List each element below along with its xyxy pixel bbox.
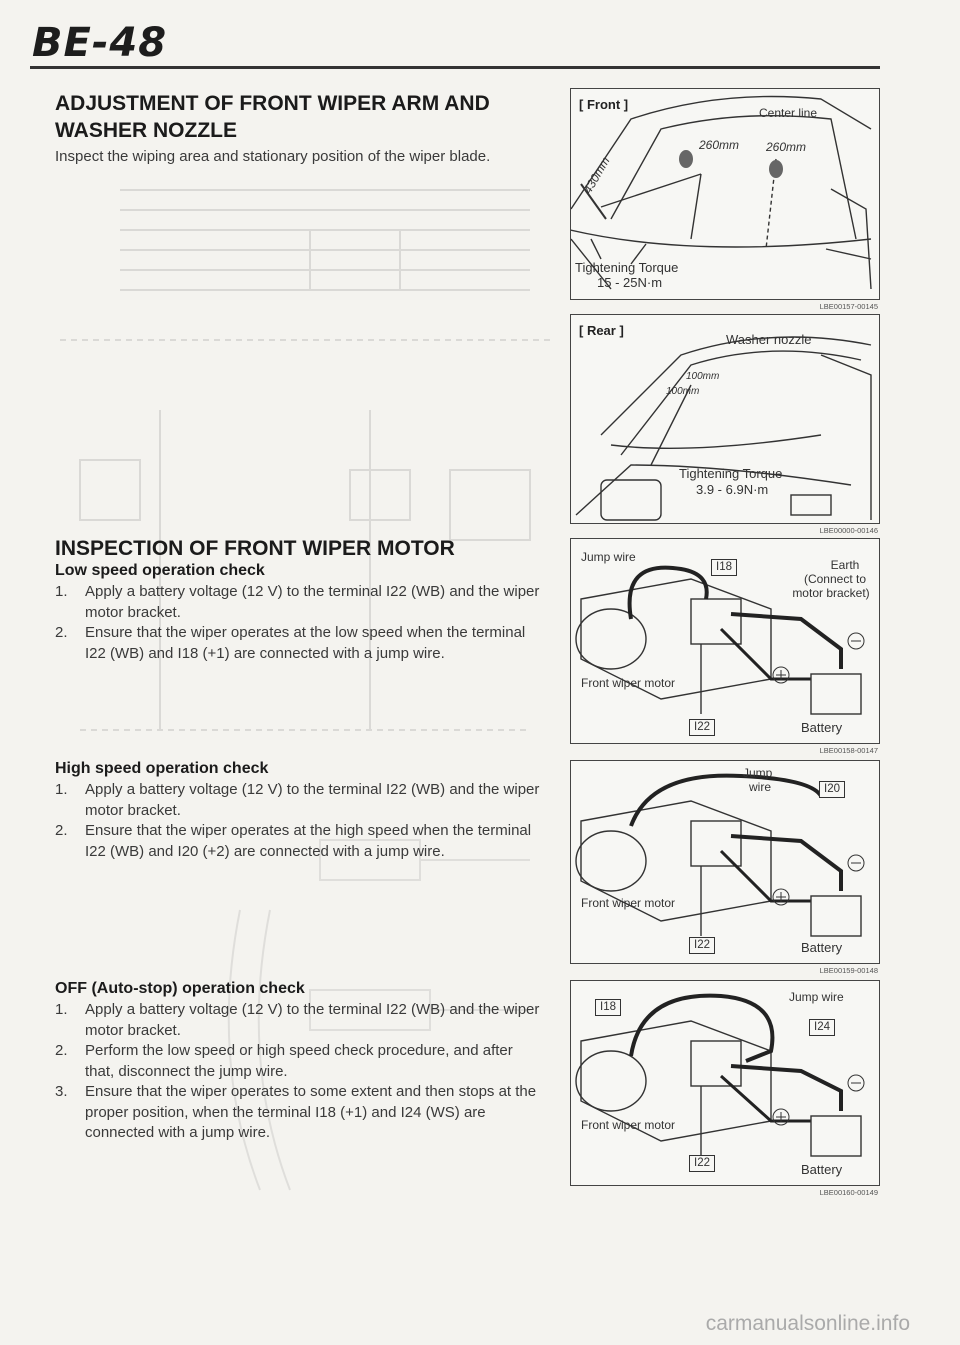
terminal-label: I22 — [689, 719, 715, 736]
terminal-label: I22 — [689, 1155, 715, 1172]
high-speed-block — [55, 760, 545, 862]
off-check-figure — [570, 980, 880, 1186]
off-check-steps — [55, 1000, 545, 1144]
watermark: carmanualsonline.info — [705, 1312, 910, 1335]
torque-value: 3.9 - 6.9N·m — [696, 482, 769, 497]
low-speed-steps — [55, 582, 545, 664]
figure-title: [ Rear ] — [579, 323, 624, 338]
dimension-label: 260mm — [766, 140, 807, 154]
earth-label: motor bracket) — [792, 586, 870, 600]
motor-label: Front wiper motor — [581, 896, 676, 910]
dimension-label: 100mm — [666, 386, 700, 397]
low-speed-heading: Low speed operation check — [55, 562, 265, 579]
jump-wire-label: Jump wire — [581, 550, 636, 564]
high-speed-figure — [570, 760, 880, 964]
list-item: 1. Apply a battery voltage (12 V) to the terminal I22 (WB) and the wiper motor bracket. — [55, 1001, 540, 1039]
terminal-label: I18 — [595, 999, 621, 1016]
section-inspection — [55, 535, 545, 664]
list-item: 1. Apply a battery voltage (12 V) to the terminal I22 (WB) and the wiper motor bracket. — [55, 583, 540, 621]
earth-label: Earth — [830, 558, 860, 572]
figure-id: LBE00159-00148 — [819, 966, 878, 975]
off-check-block — [55, 980, 545, 1144]
header-rule — [30, 66, 880, 69]
low-speed-figure — [570, 538, 880, 744]
page-number: BE-48 — [32, 20, 168, 66]
rear-wiper-figure — [570, 314, 880, 524]
motor-label: Front wiper motor — [581, 1118, 676, 1132]
dimension-label: 100mm — [686, 371, 720, 382]
list-item: 3. Ensure that the wiper operates to some extent and then stops at the proper position, when the terminal I18 (+1) and I24 (WS) are connected with a jump wire. — [55, 1083, 537, 1141]
off-check-heading: OFF (Auto-stop) operation check — [55, 980, 305, 997]
jump-wire-label: Jump wire — [789, 990, 844, 1004]
section-adjustment — [55, 90, 545, 167]
list-item: 1. Apply a battery voltage (12 V) to the terminal I22 (WB) and the wiper motor bracket. — [55, 781, 540, 819]
battery-label: Battery — [801, 940, 843, 955]
terminal-label: I22 — [689, 937, 715, 954]
motor-label: Front wiper motor — [581, 676, 676, 690]
figure-id: LBE00158-00147 — [819, 746, 878, 755]
earth-label: (Connect to — [803, 572, 867, 586]
dimension-label: 430mm — [580, 154, 613, 197]
figure-id: LBE00160-00149 — [819, 1188, 878, 1197]
center-line-label: Center line — [759, 106, 818, 120]
section-title: ADJUSTMENT OF FRONT WIPER ARM AND — [55, 92, 490, 115]
section-body: Inspect the wiping area and stationary position of the wiper blade. — [55, 148, 491, 165]
terminal-label: I20 — [819, 781, 845, 798]
torque-label: Tightening Torque — [679, 466, 783, 481]
figure-id: LBE00157-00145 — [819, 302, 878, 311]
list-item: 2. Ensure that the wiper operates at the low speed when the terminal I22 (WB) and I18 (+1) are connected with a jump wire. — [55, 624, 526, 662]
jump-wire-label: wire — [749, 780, 772, 794]
battery-label: Battery — [801, 1162, 843, 1177]
section-title-line2: WASHER NOZZLE — [55, 119, 237, 142]
list-item: 2. Ensure that the wiper operates at the high speed when the terminal I22 (WB) and I20 (+2) are connected with a jump wire. — [55, 822, 532, 860]
battery-label: Battery — [801, 720, 843, 735]
high-speed-steps — [55, 780, 545, 862]
dimension-label: 260mm — [699, 138, 740, 152]
jump-wire-label: Jump — [743, 766, 773, 780]
list-item: 2. Perform the low speed or high speed check procedure, and after that, disconnect the jump wire. — [55, 1042, 513, 1080]
front-wiper-figure — [570, 88, 880, 300]
terminal-label: I24 — [809, 1019, 835, 1036]
torque-value: 15 - 25N·m — [597, 275, 663, 290]
section-title: INSPECTION OF FRONT WIPER MOTOR — [55, 537, 455, 560]
torque-label: Tightening Torque — [575, 260, 679, 275]
terminal-label: I18 — [711, 559, 737, 576]
figure-id: LBE00000-00146 — [819, 526, 878, 535]
high-speed-heading: High speed operation check — [55, 760, 269, 777]
washer-nozzle-label: Washer nozzle — [726, 332, 812, 347]
figure-title: [ Front ] — [579, 97, 629, 112]
